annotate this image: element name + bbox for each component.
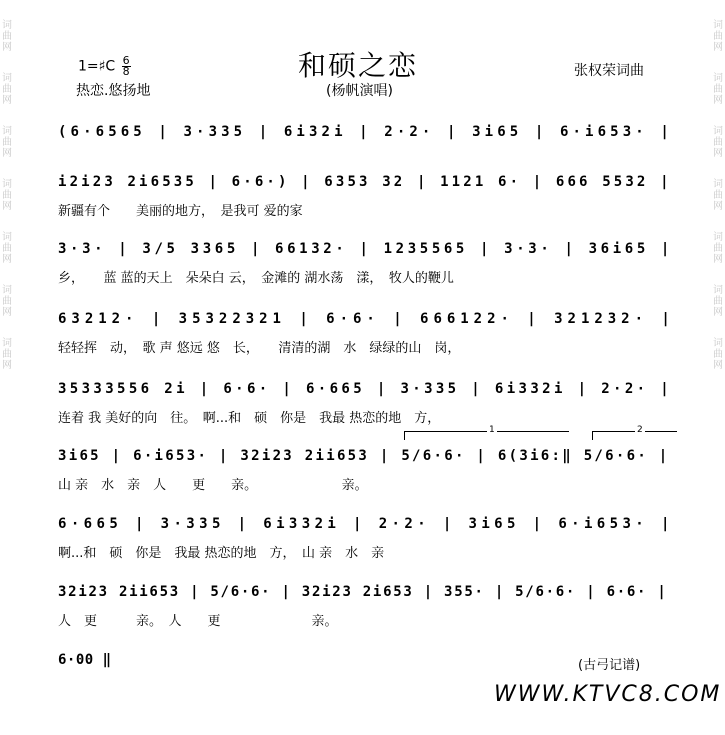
watermark-glyph: 曲 bbox=[2, 84, 12, 95]
watermark-glyph: 网 bbox=[2, 148, 12, 159]
watermark-glyph: 词 bbox=[713, 73, 723, 84]
watermark-glyph: 网 bbox=[2, 95, 12, 106]
notation-line: 3·3· | 3/5 3365 | 66132· | 1235565 | 3·3· | 36i65 | bbox=[58, 241, 673, 257]
watermark-glyph: 词 bbox=[2, 179, 12, 190]
key-label: 1=♯C bbox=[78, 58, 116, 75]
watermark-glyph: 曲 bbox=[2, 137, 12, 148]
notation-line: 6·00 ‖ bbox=[58, 652, 112, 668]
first-ending-number: 1 bbox=[489, 425, 495, 435]
notation-line: 35333556 2i | 6·6· | 6·665 | 3·335 | 6i332i | 2·2· | bbox=[58, 381, 673, 397]
watermark-glyph: 曲 bbox=[2, 349, 12, 360]
watermark-glyph: 词 bbox=[713, 338, 723, 349]
lyric-line: 啊...和 硕 你是 我最 热恋的地 方， 山 亲 水 亲 bbox=[58, 546, 385, 561]
watermark-glyph: 词 bbox=[2, 73, 12, 84]
watermark-glyph: 词 bbox=[2, 338, 12, 349]
watermark-glyph: 网 bbox=[713, 254, 723, 265]
watermark-glyph: 网 bbox=[2, 254, 12, 265]
time-signature-top: 6 bbox=[122, 54, 130, 67]
watermark-glyph: 曲 bbox=[713, 190, 723, 201]
watermark-glyph: 词 bbox=[2, 285, 12, 296]
watermark-glyph: 曲 bbox=[2, 190, 12, 201]
first-ending-bracket bbox=[404, 425, 569, 440]
watermark-glyph: 网 bbox=[713, 95, 723, 106]
notation-line: 3i65 | 6·i653· | 32i23 2ii653 | 5/6·6· | 6(3i6:‖ 5/6·6· | bbox=[58, 448, 670, 464]
watermark-glyph: 网 bbox=[713, 148, 723, 159]
watermark-glyph: 词 bbox=[2, 126, 12, 137]
watermark-glyph: 曲 bbox=[2, 243, 12, 254]
lyric-line: 新疆有个 美丽的地方， 是我可 爱的家 bbox=[58, 204, 303, 219]
notation-line: 32i23 2ii653 | 5/6·6· | 32i23 2i653 | 355· | 5/6·6· | 6·6· | bbox=[58, 584, 668, 600]
singer-credit: (杨帆演唱) bbox=[326, 83, 393, 99]
watermark-glyph: 曲 bbox=[713, 137, 723, 148]
watermark-glyph: 词 bbox=[713, 285, 723, 296]
watermark-glyph: 网 bbox=[713, 42, 723, 53]
watermark-glyph: 词 bbox=[713, 20, 723, 31]
watermark-glyph: 曲 bbox=[713, 31, 723, 42]
second-ending-bracket bbox=[592, 425, 677, 440]
composer-credit: 张权荣词曲 bbox=[574, 63, 644, 79]
key-signature bbox=[78, 56, 131, 77]
lyric-line: 轻轻挥 动， 歌 声 悠远 悠 长， 清清的湖 水 绿绿的山 岗， bbox=[58, 341, 461, 356]
lyric-line: 乡， 蓝 蓝的天上 朵朵白 云， 金滩的 湖水荡 漾， 牧人的鞭儿 bbox=[58, 271, 454, 286]
watermark-left bbox=[0, 0, 14, 735]
watermark-glyph: 曲 bbox=[713, 296, 723, 307]
watermark-glyph: 词 bbox=[713, 179, 723, 190]
watermark-glyph: 网 bbox=[2, 360, 12, 371]
watermark-glyph: 曲 bbox=[2, 296, 12, 307]
watermark-glyph: 词 bbox=[2, 20, 12, 31]
watermark-glyph: 网 bbox=[2, 201, 12, 212]
watermark-glyph: 网 bbox=[2, 307, 12, 318]
time-signature-bottom: 8 bbox=[122, 65, 130, 78]
transcriber-credit: (古弓记谱) bbox=[578, 658, 641, 673]
time-signature bbox=[122, 56, 131, 77]
watermark-glyph: 网 bbox=[713, 360, 723, 371]
watermark-glyph: 词 bbox=[2, 232, 12, 243]
notation-line: 63212· | 35322321 | 6·6· | 666122· | 321232· | bbox=[58, 311, 675, 327]
watermark-glyph: 曲 bbox=[2, 31, 12, 42]
watermark-glyph: 曲 bbox=[713, 349, 723, 360]
watermark-right bbox=[711, 0, 725, 735]
watermark-glyph: 词 bbox=[713, 126, 723, 137]
site-watermark: WWW.KTVC8.COM bbox=[494, 682, 722, 707]
second-ending-number: 2 bbox=[637, 425, 643, 435]
lyric-line: 连着 我 美好的向 往。 啊...和 硕 你是 我最 热恋的地 方， bbox=[58, 411, 441, 426]
tempo-marking: 热恋.悠扬地 bbox=[76, 83, 151, 99]
watermark-glyph: 网 bbox=[2, 42, 12, 53]
sheet-music-page bbox=[18, 0, 722, 735]
watermark-glyph: 词 bbox=[713, 232, 723, 243]
watermark-glyph: 曲 bbox=[713, 84, 723, 95]
notation-line: i2i23 2i6535 | 6·6·) | 6353 32 | 1121 6· | 666 5532 | bbox=[58, 174, 672, 190]
notation-line: (6·6565 | 3·335 | 6i32i | 2·2· | 3i65 | 6·i653· | bbox=[58, 124, 673, 140]
lyric-line: 人 更 亲。 人 更 亲。 bbox=[58, 614, 338, 629]
song-title: 和硕之恋 bbox=[298, 49, 419, 82]
notation-line: 6·665 | 3·335 | 6i332i | 2·2· | 3i65 | 6·i653· | bbox=[58, 516, 674, 532]
lyric-line: 山 亲 水 亲 人 更 亲。 亲。 bbox=[58, 478, 368, 493]
watermark-glyph: 网 bbox=[713, 307, 723, 318]
watermark-glyph: 曲 bbox=[713, 243, 723, 254]
watermark-glyph: 网 bbox=[713, 201, 723, 212]
